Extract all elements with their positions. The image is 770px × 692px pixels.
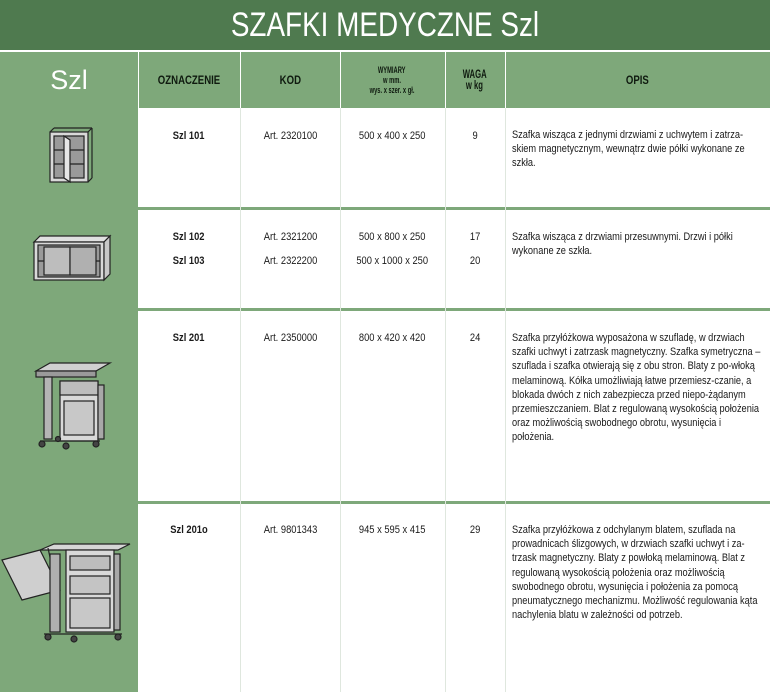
header-oznaczenie: OZNACZENIE: [157, 72, 221, 87]
table-cell-code: Szl 102: [173, 231, 205, 243]
image-cell-szl-101: [0, 108, 138, 207]
table-cell-dims: 800 x 420 x 420: [359, 332, 426, 344]
table-cell-weight: 17: [469, 231, 481, 243]
image-cell-szl-102: [0, 210, 138, 308]
table-cell-code: Szl 101: [173, 130, 205, 142]
table-cell-dims: 500 x 400 x 250: [359, 130, 426, 142]
page-title: [0, 0, 770, 50]
table-cell-desc: Szafka przyłóżkowa wyposażona w szufladę, w drzwiach szafki uchwyt i zatrzask magnetyczny. Szafka symetryczna – szuflada i szafka otwierają się z obu stron. Blaty z po-włoką melaminową. Kółka umożliwiają łatwe przemiesz-czanie, a blokada dwóch z nich zabezpiecza przed niepo-żądanym przemieszczaniem. Blat z regulowaną wysokością położenia oraz możliwością swobodnego obrotu, wysunięcia i położenia.: [512, 332, 761, 444]
table-cell-weight: 9: [472, 130, 478, 142]
page-title-text: SZAFKI MEDYCZNE Szl: [230, 5, 540, 44]
table-cell-weight: 20: [469, 255, 481, 267]
table-header: [0, 52, 770, 108]
header-opis: OPIS: [626, 72, 649, 87]
table-cell-art: Art. 2322200: [263, 255, 317, 267]
table-cell-code: Szl 201o: [170, 524, 208, 536]
bedside-cabinet-tilting-top-icon: [0, 504, 138, 692]
table-cell-desc: Szafka wisząca z jednymi drzwiami z uchwytem i zatrza-skiem magnetycznym, wewnątrz dwie półki wykonane ze szkła.: [512, 129, 745, 170]
table-cell-code: Szl 201: [173, 332, 205, 344]
table-cell-weight: 29: [469, 524, 481, 536]
table-cell-dims: 500 x 800 x 250: [359, 231, 426, 243]
table-cell-art: Art. 2321200: [263, 231, 317, 243]
table-cell-dims: 945 x 595 x 415: [359, 524, 426, 536]
table-cell-weight: 24: [469, 332, 481, 344]
table-cell-desc: Szafka wisząca z drzwiami przesuwnymi. Drzwi i półki wykonane ze szkła.: [512, 231, 733, 258]
bedside-cabinet-icon: [0, 311, 138, 501]
table-cell-dims: 500 x 1000 x 250: [356, 255, 429, 267]
image-cell-szl-201: [0, 311, 138, 501]
table-cell-code: Szl 103: [173, 255, 205, 267]
table-cell-desc: Szafka przyłóżkowa z odchylanym blatem, szuflada na prowadnicach ślizgowych, w drzwiach szafki uchwyt i za-trzask magnetyczny. Blaty z powłoką melaminową. Blat z regulowaną wysokością położenia oraz możliwością swobodnego obrotu, wysunięcia i położenia za pomocą pneumatycznego mechanizmu. Możliwość regulowania kąta nachylenia blatu w zależności od potrzeb.: [512, 524, 758, 622]
image-cell-szl-201o: [0, 504, 138, 692]
header-waga: WAGA w kg: [463, 67, 487, 92]
wall-cabinet-sliding-doors-icon: [0, 210, 138, 308]
header-szl: Szl: [50, 64, 88, 95]
header-kod: KOD: [279, 72, 301, 87]
wall-cabinet-one-door-icon: [0, 108, 138, 207]
table-cell-art: Art. 9801343: [263, 524, 317, 536]
table-cell-art: Art. 2320100: [263, 130, 317, 142]
table-cell-art: Art. 2350000: [263, 332, 317, 344]
header-wymiary: WYMIARY w mm. wys. x szer. x gł.: [370, 65, 415, 95]
